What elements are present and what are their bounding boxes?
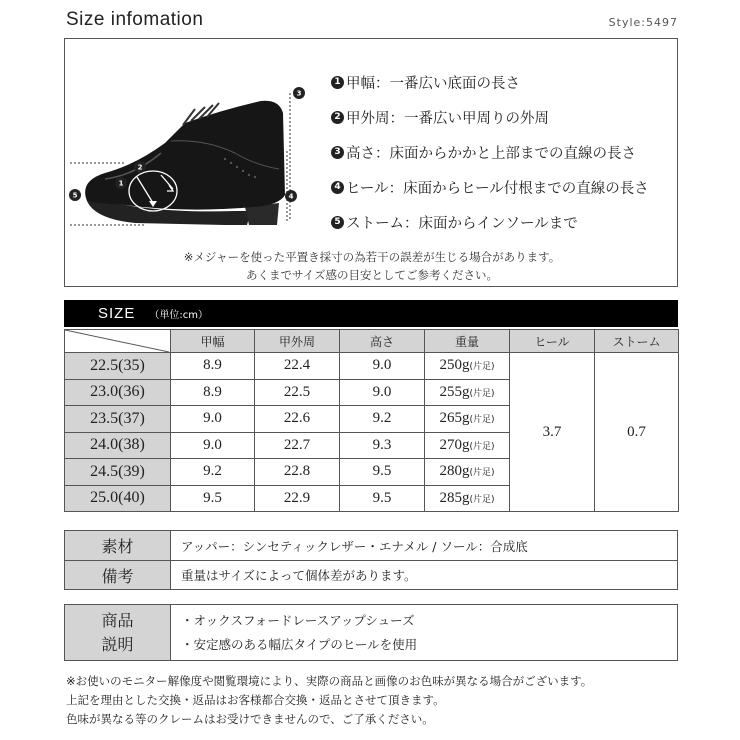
weight-suffix: (片足) [469, 494, 495, 505]
weight-cell [425, 379, 510, 406]
style-code: Style:5497 [608, 16, 678, 29]
measurement-text: 甲幅：一番広い底面の長さ [346, 76, 520, 92]
number-badge: 2 [331, 111, 344, 124]
weight-value: 270g [439, 436, 470, 453]
weight-suffix: (片足) [469, 415, 495, 426]
storm-cell: 0.7 [595, 353, 679, 512]
marker-4: 4 [288, 192, 294, 201]
measurement-note: あくまでサイズ感の目安としてご参考ください。 [245, 268, 499, 282]
weight-cell [425, 459, 510, 486]
measurement-note: ※メジャーを使った平置き採寸の為若干の誤差が生じる場合があります。 [183, 250, 561, 264]
material-value: アッパー：シンセティックレザー・エナメル / ソール：合成底 [181, 538, 528, 554]
measurement-text: ヒール：床面からヒール付根までの直線の長さ [346, 181, 649, 197]
measurement-text: 甲外周：一番広い甲周りの外周 [346, 111, 549, 127]
table-row [65, 353, 679, 380]
weight-value: 265g [439, 410, 470, 427]
height-cell: 9.3 [340, 432, 425, 459]
description-items [171, 605, 677, 660]
width-cell: 8.9 [171, 353, 255, 380]
marker-2: 2 [137, 163, 143, 172]
weight-value: 250g [439, 357, 470, 374]
size-cell: 24.5(39) [65, 459, 171, 486]
marker-3: 3 [296, 89, 302, 98]
column-header: ヒール [510, 330, 595, 353]
measurement-item [331, 205, 649, 240]
number-badge: 3 [331, 146, 344, 159]
measurement-item [331, 170, 649, 205]
marker-1: 1 [118, 179, 124, 188]
shoe-diagram [65, 79, 315, 249]
number-badge: 4 [331, 181, 344, 194]
corner-diagonal [65, 330, 169, 352]
heel-cell: 3.7 [510, 353, 595, 512]
table-corner [65, 330, 171, 353]
footer-line: 上記を理由とした交換・返品はお客様都合交換・返品とさせて頂きます。 [66, 693, 445, 707]
size-label: SIZE [98, 305, 136, 322]
weight-suffix: (片足) [469, 441, 495, 452]
footer-line: 色味が異なる等のクレームはお受けできませんので、ご了承ください。 [66, 712, 434, 726]
description-item: ・安定感のある幅広タイプのヒールを使用 [181, 636, 418, 652]
number-badge: 1 [331, 76, 344, 89]
weight-suffix: (片足) [469, 362, 495, 373]
girth-cell: 22.7 [255, 432, 340, 459]
footer-line: ※お使いのモニター解像度や閲覧環境により、実際の商品と画像のお色味が異なる場合がございます。 [66, 674, 593, 688]
weight-cell [425, 485, 510, 512]
column-header: 甲幅 [171, 330, 255, 353]
size-cell: 23.5(37) [65, 406, 171, 433]
measurement-item [331, 135, 649, 170]
column-header: ストーム [595, 330, 679, 353]
number-badge: 5 [331, 216, 344, 229]
height-cell: 9.5 [340, 459, 425, 486]
size-section-header [64, 300, 678, 327]
girth-cell: 22.5 [255, 379, 340, 406]
weight-cell [425, 406, 510, 433]
girth-cell: 22.9 [255, 485, 340, 512]
weight-value: 255g [439, 383, 470, 400]
weight-cell [425, 432, 510, 459]
measurement-text: 高さ：床面からかかと上部までの直線の長さ [346, 146, 636, 162]
footer-notes [66, 672, 592, 729]
remarks-label: 備考 [65, 561, 171, 589]
marker-5: 5 [72, 191, 78, 200]
size-cell: 22.5(35) [65, 353, 171, 380]
column-header: 高さ [340, 330, 425, 353]
height-cell: 9.0 [340, 353, 425, 380]
remarks-row [65, 560, 677, 589]
width-cell: 9.0 [171, 432, 255, 459]
size-unit: （単位:cm） [149, 310, 208, 321]
table-header-row [65, 330, 679, 353]
size-cell: 25.0(40) [65, 485, 171, 512]
weight-value: 285g [439, 489, 470, 506]
width-cell: 9.2 [171, 459, 255, 486]
measurement-item [331, 65, 649, 100]
material-row [65, 531, 677, 560]
description-label-line: 説明 [101, 634, 134, 654]
measurement-list [331, 65, 649, 240]
girth-cell: 22.8 [255, 459, 340, 486]
height-cell: 9.0 [340, 379, 425, 406]
remarks-value: 重量はサイズによって個体差があります。 [181, 568, 417, 583]
size-cell: 24.0(38) [65, 432, 171, 459]
height-cell: 9.2 [340, 406, 425, 433]
weight-value: 280g [439, 463, 470, 480]
description-label-line: 商品 [101, 610, 134, 630]
description-block [64, 604, 678, 661]
girth-cell: 22.4 [255, 353, 340, 380]
measurement-text: ストーム：床面からインソールまで [346, 216, 578, 232]
description-item: ・オックスフォードレースアップシューズ [181, 612, 415, 628]
weight-suffix: (片足) [469, 388, 495, 399]
column-header: 甲外周 [255, 330, 340, 353]
spec-block [64, 530, 678, 590]
width-cell: 8.9 [171, 379, 255, 406]
size-cell: 23.0(36) [65, 379, 171, 406]
size-table [64, 329, 679, 512]
measurement-item [331, 100, 649, 135]
weight-cell [425, 353, 510, 380]
width-cell: 9.0 [171, 406, 255, 433]
width-cell: 9.5 [171, 485, 255, 512]
height-cell: 9.5 [340, 485, 425, 512]
column-header: 重量 [425, 330, 510, 353]
weight-suffix: (片足) [469, 468, 495, 479]
description-label [65, 605, 171, 660]
size-info-box [64, 38, 678, 287]
page-title: Size infomation [66, 9, 204, 30]
material-label: 素材 [65, 531, 171, 560]
girth-cell: 22.6 [255, 406, 340, 433]
